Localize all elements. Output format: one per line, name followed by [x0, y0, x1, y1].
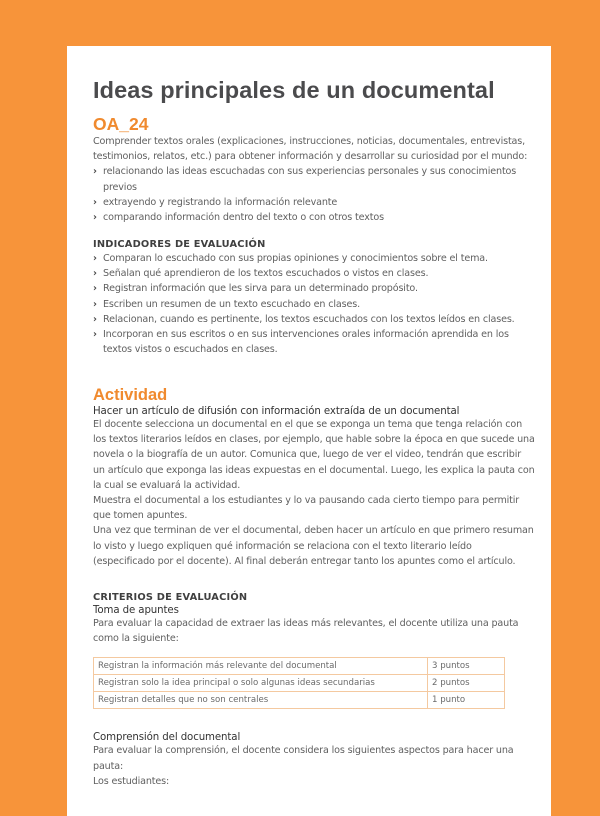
points-cell: 1 punto: [428, 692, 505, 709]
list-item: › Relacionan, cuando es pertinente, los textos escuchados con los textos leídos en clases.: [93, 312, 535, 327]
list-item: › Escriben un resumen de un texto escuchado en clases.: [93, 297, 535, 312]
list-item: › Señalan qué aprendieron de los textos escuchados o vistos en clases.: [93, 266, 535, 281]
table-row: [94, 658, 505, 675]
indicators-section: [93, 239, 535, 357]
objective-code: OA_24: [93, 114, 149, 134]
points-cell: 2 puntos: [428, 675, 505, 692]
activity-subtitle: Hacer un artículo de difusión con información extraída de un documental: [93, 406, 460, 417]
indicators-heading: INDICADORES DE EVALUACIÓN: [93, 239, 266, 250]
list-item: › comparando información dentro del texto o con otros textos: [93, 210, 535, 225]
activity-paragraph: Muestra el documental a los estudiantes y lo va pausando cada cierto tiempo para permitir que tomen apuntes.: [93, 495, 520, 522]
chevron-right-icon: ›: [93, 283, 97, 295]
list-item: › Registran información que les sirva para un determinado propósito.: [93, 281, 535, 296]
chevron-right-icon: ›: [93, 298, 97, 310]
notes-subtitle: Toma de apuntes: [93, 605, 179, 616]
criterion-cell: Registran la información más relevante del documental: [94, 658, 428, 675]
rubric-table: [93, 657, 505, 709]
activity-paragraph: Una vez que terminan de ver el documental, deben hacer un artículo en que primero resuman lo visto y luego expliquen qué información se relaciona con el texto literario leído (especificado por el docente). Al final deberán entregar tanto los apuntes como el artículo.: [93, 525, 534, 567]
criterion-cell: Registran solo la idea principal o solo algunas ideas secundarias: [94, 675, 428, 692]
chevron-right-icon: ›: [93, 196, 97, 208]
chevron-right-icon: ›: [93, 329, 97, 341]
chevron-right-icon: ›: [93, 166, 97, 178]
criteria-heading: CRITERIOS DE EVALUACIÓN: [93, 592, 248, 603]
chevron-right-icon: ›: [93, 212, 97, 224]
students-label: Los estudiantes:: [93, 775, 170, 787]
objective-section: [93, 134, 535, 225]
objective-bullets: [93, 164, 535, 225]
indicators-list: [93, 251, 535, 357]
activity-heading: Actividad: [93, 386, 168, 404]
list-item: › relacionando las ideas escuchadas con sus experiencias personales y sus conocimientos previos: [93, 166, 517, 193]
activity-paragraph: El docente selecciona un documental en el que se exponga un tema que tenga relación con los textos literarios leídos en clases, por ejemplo, que hable sobre la época en que sucede una novela o la biografía de un autor. Comunica que, luego de ver el video, tendrán que escribir un artículo que exponga las ideas expuestas en el documental. Luego, les explica la pauta con la cual se evaluará la actividad.: [93, 419, 535, 491]
chevron-right-icon: ›: [93, 268, 97, 280]
list-item: › Comparan lo escuchado con sus propias opiniones y conocimientos sobre el tema.: [93, 251, 535, 266]
table-row: [94, 692, 505, 709]
criterion-cell: Registran detalles que no son centrales: [94, 692, 428, 709]
chevron-right-icon: ›: [93, 313, 97, 325]
comprehension-subtitle: Comprensión del documental: [93, 732, 241, 744]
points-cell: 3 puntos: [428, 658, 505, 675]
list-item: › extrayendo y registrando la información relevante: [93, 195, 535, 210]
list-item: › Incorporan en sus escritos o en sus intervenciones orales información aprendida en los textos vistos o escuchados en clases.: [93, 329, 509, 356]
notes-intro: Para evaluar la capacidad de extraer las ideas más relevantes, el docente utiliza una pauta como la siguiente:: [93, 618, 519, 645]
chevron-right-icon: ›: [93, 253, 97, 264]
activity-section: [93, 386, 535, 569]
criteria-section: [93, 592, 535, 789]
objective-description: Comprender textos orales (explicaciones, instrucciones, noticias, documentales, entrevistas, testimonios, relatos, etc.) para obtener información y desarrollar su curiosidad por el mundo:: [93, 136, 528, 163]
document-page: [67, 46, 551, 816]
page-title: Ideas principales de un documental: [93, 77, 495, 103]
comprehension-intro: Para evaluar la comprensión, el docente considera los siguientes aspectos para hacer una pauta:: [93, 745, 514, 772]
table-row: [94, 675, 505, 692]
